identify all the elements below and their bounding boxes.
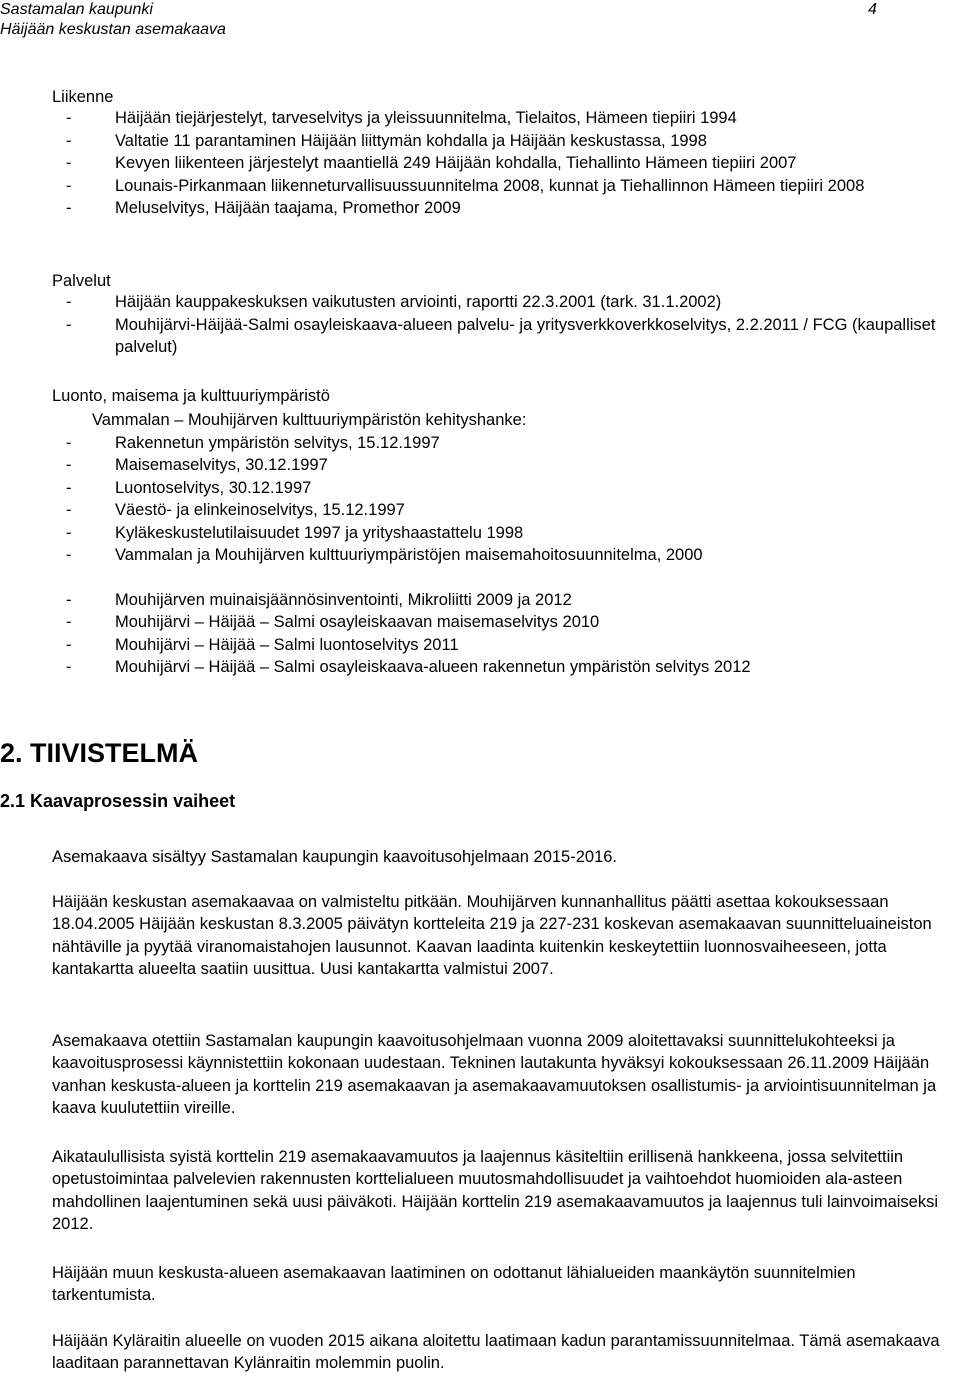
header-title: Sastamalan kaupunki [0, 1, 153, 18]
list-item: - Rakennetun ympäristön selvitys, 15.12.1997 [66, 433, 440, 452]
luonto-list-2 [52, 589, 960, 679]
list-item: - Mouhijärvi – Häijää – Salmi luontoselvitys 2011 [66, 635, 459, 654]
luonto-list [52, 432, 960, 567]
luonto-subheading: Vammalan – Mouhijärven kulttuuriympäristön kehityshanke: [92, 411, 527, 429]
list-item: - Väestö- ja elinkeinoselvitys, 15.12.1997 [66, 501, 405, 519]
header-subtitle: Häijään keskustan asemakaava [0, 21, 226, 38]
page-number: 4 [868, 1, 877, 18]
list-item: - Mouhijärvi – Häijää – Salmi osayleiskaava-alueen rakennetun ympäristön selvitys 2012 [66, 658, 751, 676]
paragraph: Häijään Kyläraitin alueelle on vuoden 2015 aikana aloitettu laatimaan kadun parantamissuunnitelmaa. Tämä asemakaava laaditaan parannettavan Kylänraitin molemmin puolin. [52, 1332, 940, 1373]
list-item: - Valtatie 11 parantaminen Häijään liittymän kohdalla ja Häijään keskustassa, 1998 [66, 131, 707, 150]
section-luonto [52, 386, 960, 679]
liikenne-heading: Liikenne [52, 88, 114, 106]
list-item: - Kevyen liikenteen järjestelyt maantiellä 249 Häijään kohdalla, Tiehallinto Hämeen tiepiiri 2007 [66, 154, 797, 172]
list-item: - Mouhijärvi-Häijää-Salmi osayleiskaava-alueen palvelu- ja yritysverkkoverkkoselvitys, 2.2.2011 / FCG (kaupalliset palvelut) [66, 315, 936, 356]
list-item: - Lounais-Pirkanmaan liikenneturvallisuussuunnitelma 2008, kunnat ja Tiehallinnon Hämeen tiepiiri 2008 [66, 176, 865, 195]
list-item: - Mouhijärven muinaisjäännösinventointi, Mikroliitti 2009 ja 2012 [66, 590, 572, 609]
luonto-heading: Luonto, maisema ja kulttuuriympäristö [52, 387, 330, 405]
section-subtitle: 2.1 Kaavaprosessin vaiheet [0, 791, 236, 811]
liikenne-list [52, 107, 932, 220]
list-item: - Vammalan ja Mouhijärven kulttuuriympäristöjen maisemahoitosuunnitelma, 2000 [66, 546, 703, 564]
page-header [0, 0, 226, 40]
list-item: - Maisemaselvitys, 30.12.1997 [66, 456, 328, 474]
palvelut-list [52, 291, 957, 359]
list-item: - Häijään tiejärjestelyt, tarveselvitys ja yleissuunnitelma, Tielaitos, Hämeen tiepiiri 1994 [66, 109, 737, 127]
paragraph: Asemakaava otettiin Sastamalan kaupungin kaavoitusohjelmaan vuonna 2009 aloitettavaksi suunnittelukohteeksi ja kaavoitusprosessi käynnistettiin kokonaan uudestaan. Tekninen lautakunta hyväksyi kokouksessaan 26.11.2009 Häijään vanhan keskusta-alueen ja korttelin 219 asemakaavan ja asemakaavamuutoksen osallistumis- ja arviointisuunnitelman ja kaava kuulutettiin vireille. [52, 1032, 937, 1118]
paragraph: Häijään muun keskusta-alueen asemakaavan laatiminen on odottanut lähialueiden maankäytön suunnitelmien tarkentumista. [52, 1264, 856, 1305]
section-palvelut [52, 271, 960, 359]
paragraph: Asemakaava sisältyy Sastamalan kaupungin kaavoitusohjelmaan 2015-2016. [52, 848, 618, 866]
section-title: 2. TIIVISTELMÄ [0, 738, 199, 768]
palvelut-heading: Palvelut [52, 272, 111, 290]
list-item: - Meluselvitys, Häijään taajama, Promethor 2009 [66, 199, 461, 217]
list-item: - Mouhijärvi – Häijää – Salmi osayleiskaavan maisemaselvitys 2010 [66, 613, 600, 631]
list-item: - Häijään kauppakeskuksen vaikutusten arviointi, raportti 22.3.2001 (tark. 31.1.2002) [66, 293, 722, 311]
paragraph: Häijään keskustan asemakaavaa on valmisteltu pitkään. Mouhijärven kunnanhallitus päätti asettaa kokouksessaan 18.04.2005 Häijään keskustan 8.3.2005 päivätyn kortteleita 219 ja 227-231 koskevan asemakaavan suunnitteluaineiston nähtäville ja pyytää viranomaistahojen lausunnot. Kaavan laadinta kuitenkin keskeytettiin luonnosvaiheeseen, jotta kantakartta alueelta saatiin uusittua. Uusi kantakartta valmistui 2007. [52, 893, 932, 979]
paragraph: Aikataulullisista syistä korttelin 219 asemakaavamuutos ja laajennus käsiteltiin erillisenä hankkeena, jossa selvitettiin opetustoimintaa palvelevien rakennusten korttelialueen muutosmahdollisuudet ja vaihtoehdot huomioiden ala-asteen mahdollinen laajentuminen sekä uusi päiväkoti. Häijään korttelin 219 asemakaavamuutos ja laajennus tuli lainvoimaiseksi 2012. [52, 1148, 939, 1234]
section-liikenne [52, 87, 960, 220]
list-item: - Luontoselvitys, 30.12.1997 [66, 478, 312, 497]
list-item: - Kyläkeskustelutilaisuudet 1997 ja yrityshaastattelu 1998 [66, 523, 524, 542]
